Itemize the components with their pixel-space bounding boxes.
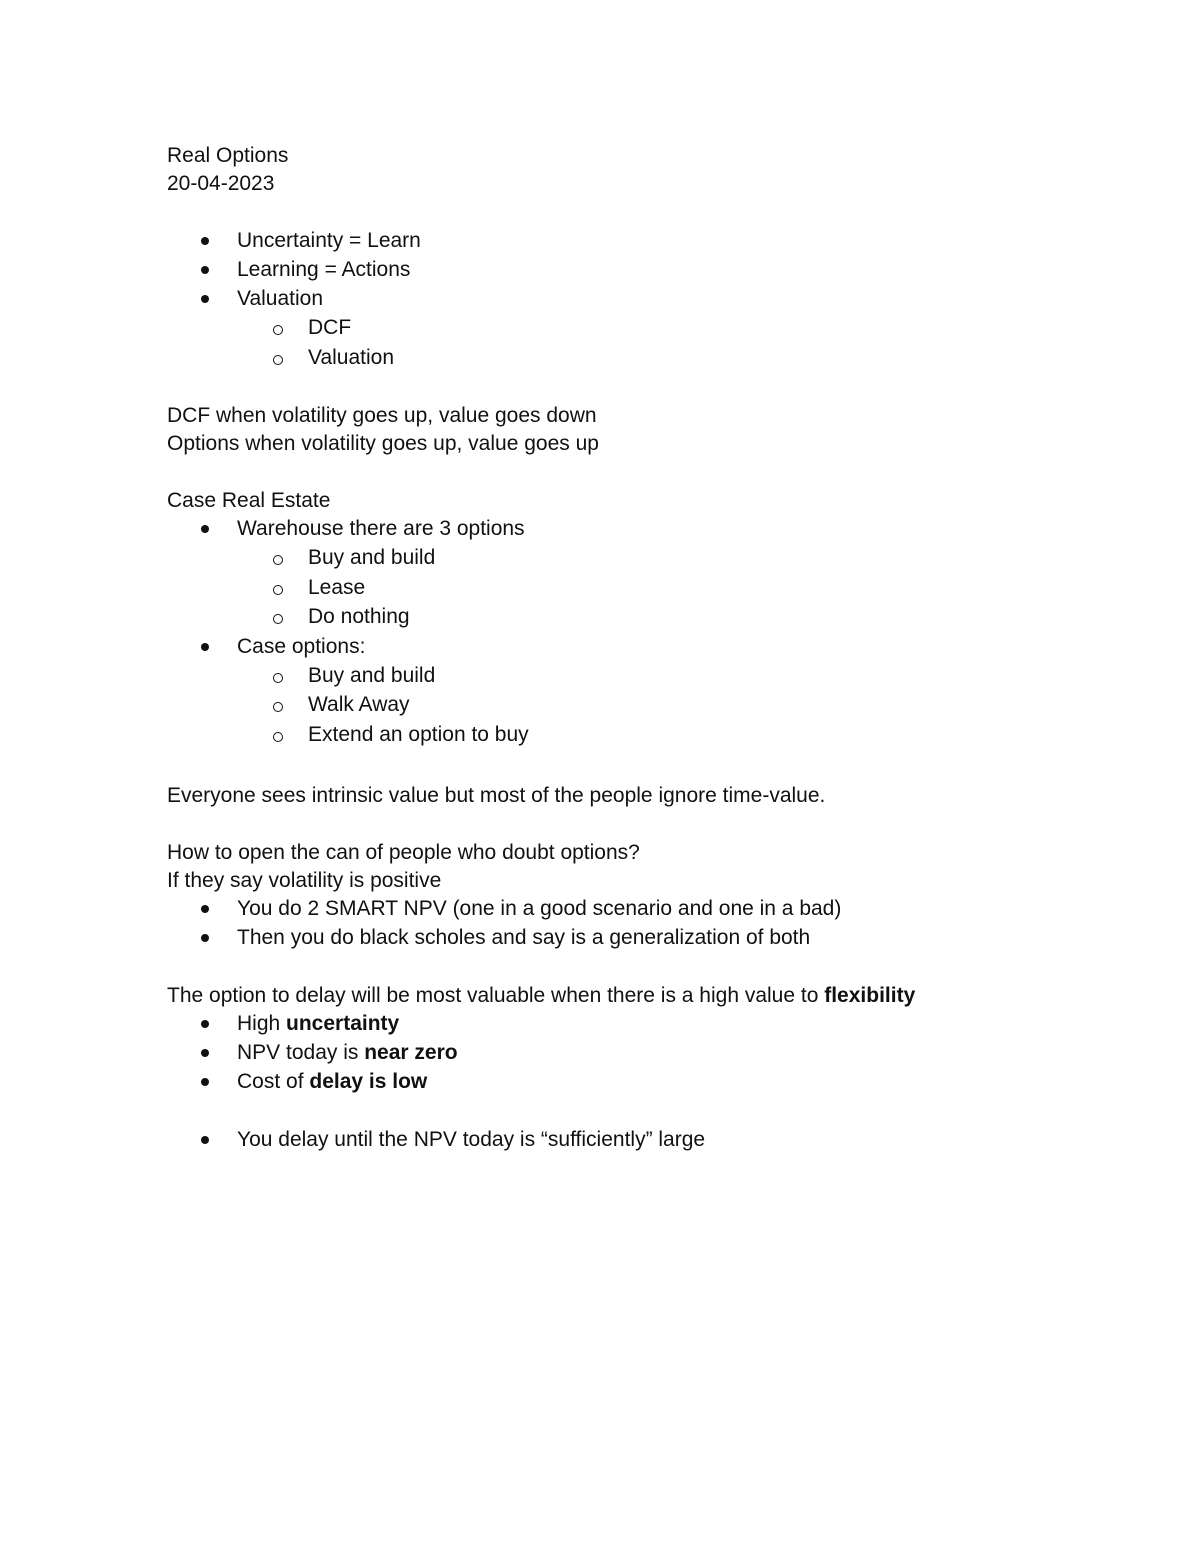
bullet-icon — [201, 525, 209, 533]
circle-bullet-icon — [273, 585, 283, 595]
delay-conditions-list — [167, 1010, 1127, 1097]
sub-list-item: Lease — [167, 574, 1127, 604]
circle-bullet-icon — [273, 355, 283, 365]
sub-list-item: Valuation — [167, 344, 1127, 374]
sub-list-item: Do nothing — [167, 603, 1127, 633]
circle-bullet-icon — [273, 325, 283, 335]
sub-list-item: Buy and build — [167, 544, 1127, 574]
final-list — [167, 1126, 1127, 1155]
circle-bullet-icon — [273, 555, 283, 565]
list-item: Then you do black scholes and say is a generalization of both — [167, 924, 1127, 953]
document-body — [167, 142, 1127, 1155]
list-item: You do 2 SMART NPV (one in a good scenario and one in a bad) — [167, 895, 1127, 924]
options-line: Options when volatility goes up, value goes up — [167, 432, 599, 455]
bullet-icon — [201, 934, 209, 942]
bullet-icon — [201, 905, 209, 913]
list-item: Valuation — [167, 285, 1127, 314]
list-item: Case options: — [167, 633, 1127, 662]
sub-list-item: DCF — [167, 314, 1127, 344]
case-heading: Case Real Estate — [167, 489, 331, 512]
npv-list — [167, 895, 1127, 953]
sub-list-item: Buy and build — [167, 662, 1127, 692]
intrinsic-line: Everyone sees intrinsic value but most of the people ignore time-value. — [167, 784, 826, 807]
dcf-line: DCF when volatility goes up, value goes down — [167, 404, 597, 427]
list-item: You delay until the NPV today is “sufficiently” large — [167, 1126, 1127, 1155]
circle-bullet-icon — [273, 702, 283, 712]
list-item: Uncertainty = Learn — [167, 227, 1127, 256]
list-item: Learning = Actions — [167, 256, 1127, 285]
bullet-icon — [201, 1020, 209, 1028]
question-line: How to open the can of people who doubt options? — [167, 841, 640, 864]
list-item: Cost of delay is low — [167, 1068, 1127, 1097]
circle-bullet-icon — [273, 614, 283, 624]
bullet-icon — [201, 266, 209, 274]
bullet-icon — [201, 237, 209, 245]
list-item: NPV today is near zero — [167, 1039, 1127, 1068]
list-item: Warehouse there are 3 options — [167, 515, 1127, 544]
bullet-icon — [201, 643, 209, 651]
case-list — [167, 515, 1127, 750]
if-line: If they say volatility is positive — [167, 869, 442, 892]
bullet-icon — [201, 1078, 209, 1086]
bullet-icon — [201, 295, 209, 303]
list-item: High uncertainty — [167, 1010, 1127, 1039]
circle-bullet-icon — [273, 673, 283, 683]
doc-date: 20-04-2023 — [167, 172, 275, 195]
bullet-icon — [201, 1136, 209, 1144]
doc-title: Real Options — [167, 144, 289, 167]
sub-list-item: Extend an option to buy — [167, 721, 1127, 751]
sub-list-item: Walk Away — [167, 691, 1127, 721]
delay-line: The option to delay will be most valuable when there is a high value to flexibility — [167, 984, 916, 1007]
bullet-icon — [201, 1049, 209, 1057]
circle-bullet-icon — [273, 732, 283, 742]
key-points-list — [167, 227, 1127, 373]
